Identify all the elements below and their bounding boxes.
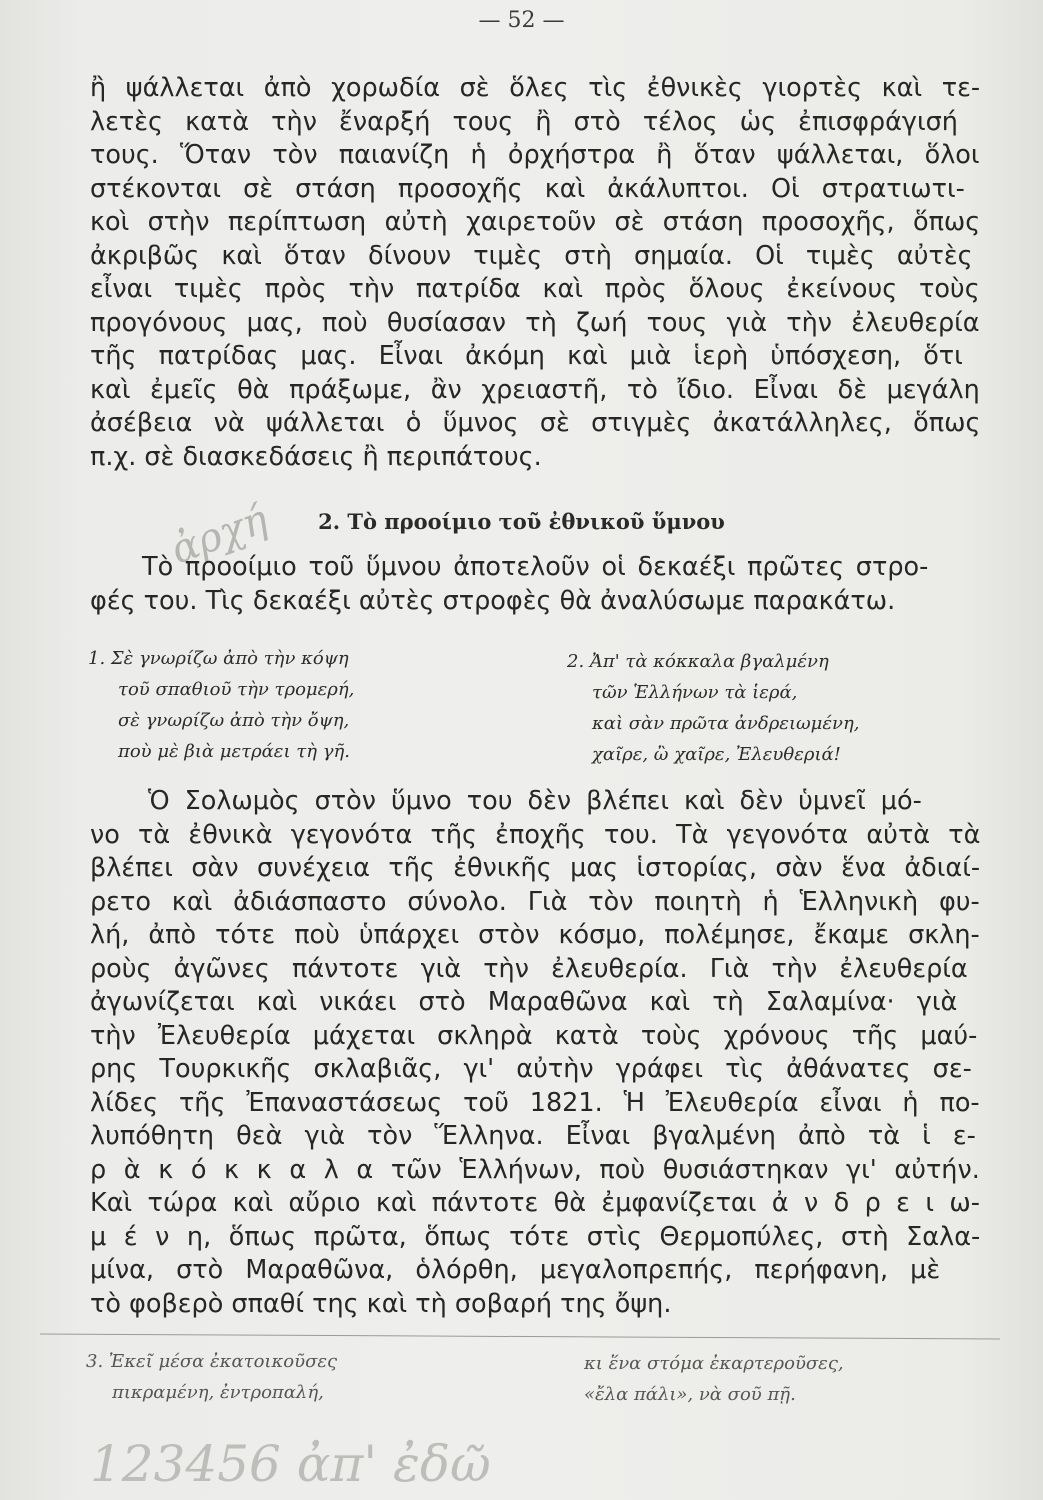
text-line: μ έ ν η, ὅπως πρῶτα, ὅπως τότε στὶς Θερμοπύλες, στὴ Σαλα- [90, 1221, 981, 1252]
text-line: προγόνους μας, ποὺ θυσίασαν τὴ ζωή τους γιὰ τὴν ἐλευθερία [90, 307, 980, 338]
text-line: ρ ὰ κ ό κ κ α λ α τῶν Ἑλλήνων, ποὺ θυσιάστηκαν γι' αὐτήν. [90, 1154, 980, 1185]
text-line: λυπόθητη θεὰ γιὰ τὸν Ἕλληνα. Εἶναι βγαλμένη ἀπὸ τὰ ἱ ε- [90, 1121, 976, 1151]
text-line: βλέπει σὰν συνέχεια τῆς ἐθνικῆς μας ἱστορίας, σὰν ἕνα ἀδιαί- [90, 853, 981, 883]
text-line: νο τὰ ἐθνικὰ γεγονότα τῆς ἐποχῆς του. Τὰ γεγονότα αὐτὰ τὰ [90, 819, 981, 850]
text-line: π.χ. σὲ διασκεδάσεις ἢ περιπάτους. [90, 441, 542, 472]
paragraph-national-anthem-respect [90, 72, 980, 474]
verse-line: 3. Ἐκεῖ μέσα ἐκατοικοῦσες [86, 1351, 338, 1372]
pencil-annotation: 123456 ἀπ' ἐδῶ [90, 1435, 491, 1493]
text-line: Τὸ προοίμιο τοῦ ὕμνου ἀποτελοῦν οἱ δεκαέξι πρῶτες στρο- [142, 552, 929, 582]
pencil-annotation: ἀρχή [165, 496, 274, 574]
text-line: τῆς πατρίδας μας. Εἶναι ἀκόμη καὶ μιὰ ἱερὴ ὑπόσχεση, ὅτι [90, 341, 963, 371]
stanza-1 [88, 643, 354, 767]
text-line: μίνα, στὸ Μαραθῶνα, ὁλόρθη, μεγαλοπρεπής, περήφανη, μὲ [90, 1255, 941, 1285]
text-line: Καὶ τώρα καὶ αὔριο καὶ πάντοτε θὰ ἐμφανίζεται ἀ ν δ ρ ε ι ω- [90, 1188, 980, 1218]
text-line: ροὺς ἀγῶνες πάντοτε γιὰ τὴν ἐλευθερία. Γιὰ τὴν ἐλευθερία [90, 953, 968, 984]
text-line: κοὶ στὴν περίπτωση αὐτὴ χαιρετοῦν σὲ στάση προσοχῆς, ὅπως [90, 207, 981, 237]
text-line: Ὁ Σολωμὸς στὸν ὕμνο του δὲν βλέπει καὶ δὲν ὑμνεῖ μό- [148, 786, 922, 816]
stanza-4 [584, 1348, 844, 1410]
text-line: τὴν Ἐλευθερία μάχεται σκληρὰ κατὰ τοὺς χρόνους τῆς μαύ- [90, 1020, 978, 1051]
text-line: ρετο καὶ ἀδιάσπαστο σύνολο. Γιὰ τὸν ποιητὴ ἡ Ἑλληνικὴ φυ- [90, 886, 980, 917]
page-number: — 52 — [478, 8, 565, 33]
text-line: λετὲς κατὰ τὴν ἔναρξή τους ἢ στὸ τέλος ὡς ἐπισφράγισή [90, 106, 958, 137]
text-line: ἢ ψάλλεται ἀπὸ χορωδία σὲ ὅλες τὶς ἐθνικὲς γιορτὲς καὶ τε- [90, 73, 981, 103]
verse-line: πικραμένη, ἐντροπαλή, [112, 1382, 324, 1403]
verse-line: καὶ σὰν πρῶτα ἀνδρειωμένη, [592, 713, 860, 734]
verse-line: κι ἕνα στόμα ἐκαρτεροῦσες, [584, 1353, 844, 1374]
verse-line: ποὺ μὲ βιὰ μετράει τὴ γῆ. [118, 741, 350, 762]
text-line: στέκονται σὲ στάση προσοχῆς καὶ ἀκάλυπτοι. Οἱ στρατιωτι- [90, 173, 965, 204]
verse-line: σὲ γνωρίζω ἀπὸ τὴν ὄψη, [118, 710, 350, 731]
text-line: ρης Τουρκικῆς σκλαβιᾶς, γι' αὐτὴν γράφει τὶς ἀθάνατες σε- [90, 1054, 972, 1084]
text-line: ἀκριβῶς καὶ ὅταν δίνουν τιμὲς στὴ σημαία. Οἱ τιμὲς αὐτὲς [90, 240, 973, 271]
verse-line: τοῦ σπαθιοῦ τὴν τρομερή, [118, 679, 355, 700]
text-line: καὶ ἐμεῖς θὰ πράξωμε, ἂν χρειαστῆ, τὸ ἴδιο. Εἶναι δὲ μεγάλη [90, 374, 980, 405]
page-cut-line [40, 1333, 1000, 1339]
verse-line: χαῖρε, ὢ χαῖρε, Ἐλευθεριά! [592, 744, 841, 765]
section-heading: 2. Τὸ προοίμιο τοῦ ἐθνικοῦ ὕμνου [318, 509, 725, 534]
verse-line: τῶν Ἑλλήνων τὰ ἱερά, [592, 682, 798, 703]
stanza-2 [567, 646, 860, 770]
verse-line: 1. Σὲ γνωρίζω ἀπὸ τὴν κόψη [88, 648, 349, 669]
text-line: φές του. Τὶς δεκαέξι αὐτὲς στροφὲς θὰ ἀναλύσωμε παρακάτω. [90, 585, 896, 616]
paragraph-solomos-analysis [90, 785, 980, 1321]
text-line: ἀγωνίζεται καὶ νικάει στὸ Μαραθῶνα καὶ τὴ Σαλαμίνα· γιὰ [90, 987, 958, 1017]
stanza-3 [86, 1346, 337, 1408]
text-line: τὸ φοβερὸ σπαθί της καὶ τὴ σοβαρή της ὄψη. [90, 1288, 672, 1319]
text-line: λή, ἀπὸ τότε ποὺ ὑπάρχει στὸν κόσμο, πολέμησε, ἔκαμε σκλη- [90, 920, 980, 950]
text-line: εἶναι τιμὲς πρὸς τὴν πατρίδα καὶ πρὸς ὅλους ἐκείνους τοὺς [90, 274, 980, 304]
verse-line: «ἔλα πάλι», νὰ σοῦ πῇ. [584, 1384, 796, 1405]
text-line: λίδες τῆς Ἐπαναστάσεως τοῦ 1821. Ἡ Ἐλευθερία εἶναι ἡ πο- [90, 1087, 980, 1118]
text-line: τους. Ὅταν τὸν παιανίζη ἡ ὀρχήστρα ἢ ὅταν ψάλλεται, ὅλοι [90, 140, 980, 170]
verse-line: 2. Ἀπ' τὰ κόκκαλα βγαλμένη [567, 651, 829, 672]
text-line: ἀσέβεια νὰ ψάλλεται ὁ ὕμνος σὲ στιγμὲς ἀκατάλληλες, ὅπως [90, 408, 981, 438]
paragraph-prelude-intro [90, 551, 980, 618]
